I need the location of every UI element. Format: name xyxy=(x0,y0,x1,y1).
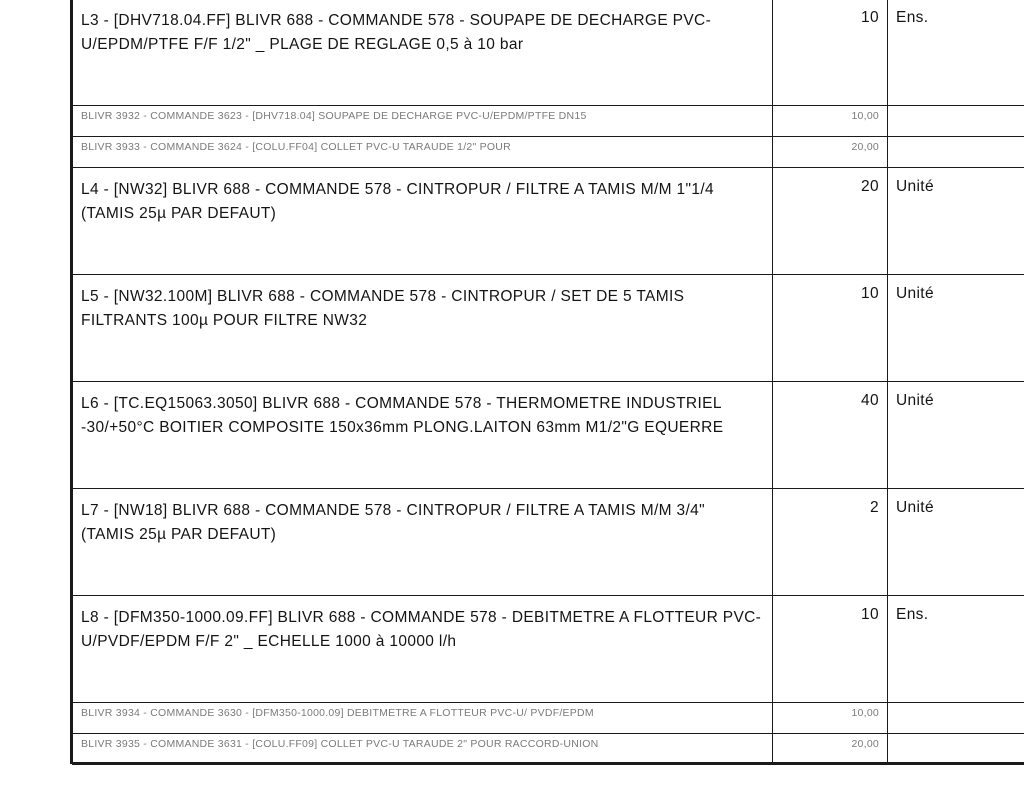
cell-description: L8 - [DFM350-1000.09.FF] BLIVR 688 - COMMANDE 578 - DEBITMETRE A FLOTTEUR PVC-U/PVDF/EPDM F/F 2" _ ECHELLE 1000 à 10000 l/h xyxy=(73,596,773,703)
page-frame-bottom-border xyxy=(72,762,1024,764)
cell-unit xyxy=(888,734,1024,765)
cell-unit xyxy=(888,703,1024,734)
page-left-margin xyxy=(0,0,70,798)
cell-quantity: 10,00 xyxy=(773,106,888,137)
table-row xyxy=(73,734,1024,765)
cell-description: BLIVR 3932 - COMMANDE 3623 - [DHV718.04] SOUPAPE DE DECHARGE PVC-U/EPDM/PTFE DN15 xyxy=(73,106,773,137)
table-row xyxy=(73,137,1024,168)
cell-unit xyxy=(888,106,1024,137)
cell-quantity: 10,00 xyxy=(773,703,888,734)
cell-quantity: 10 xyxy=(773,0,888,106)
cell-description: BLIVR 3935 - COMMANDE 3631 - [COLU.FF09] COLLET PVC-U TARAUDE 2" POUR RACCORD-UNION xyxy=(73,734,773,765)
cell-description: L5 - [NW32.100M] BLIVR 688 - COMMANDE 578 - CINTROPUR / SET DE 5 TAMIS FILTRANTS 100µ POUR FILTRE NW32 xyxy=(73,275,773,382)
table-row xyxy=(73,489,1024,596)
cell-description: L6 - [TC.EQ15063.3050] BLIVR 688 - COMMANDE 578 - THERMOMETRE INDUSTRIEL -30/+50°C BOITIER COMPOSITE 150x36mm PLONG.LAITON 63mm M1/2"G EQUERRE xyxy=(73,382,773,489)
table-row xyxy=(73,703,1024,734)
cell-unit: Unité xyxy=(888,168,1024,275)
table-row xyxy=(73,106,1024,137)
cell-quantity: 10 xyxy=(773,275,888,382)
cell-description: L4 - [NW32] BLIVR 688 - COMMANDE 578 - CINTROPUR / FILTRE A TAMIS M/M 1"1/4 (TAMIS 25µ PAR DEFAUT) xyxy=(73,168,773,275)
table-body xyxy=(73,0,1024,765)
table-row xyxy=(73,275,1024,382)
cell-description: BLIVR 3934 - COMMANDE 3630 - [DFM350-1000.09] DEBITMETRE A FLOTTEUR PVC-U/ PVDF/EPDM xyxy=(73,703,773,734)
page-bottom-margin xyxy=(0,766,1024,798)
cell-description: L7 - [NW18] BLIVR 688 - COMMANDE 578 - CINTROPUR / FILTRE A TAMIS M/M 3/4" (TAMIS 25µ PAR DEFAUT) xyxy=(73,489,773,596)
cell-quantity: 20 xyxy=(773,168,888,275)
cell-unit: Unité xyxy=(888,489,1024,596)
cell-unit: Unité xyxy=(888,275,1024,382)
cell-unit xyxy=(888,137,1024,168)
cell-quantity: 20,00 xyxy=(773,734,888,765)
table-row xyxy=(73,0,1024,106)
order-lines-table xyxy=(72,0,1024,765)
cell-description: L3 - [DHV718.04.FF] BLIVR 688 - COMMANDE 578 - SOUPAPE DE DECHARGE PVC-U/EPDM/PTFE F/F 1/2" _ PLAGE DE REGLAGE 0,5 à 10 bar xyxy=(73,0,773,106)
cell-quantity: 2 xyxy=(773,489,888,596)
cell-quantity: 10 xyxy=(773,596,888,703)
cell-description: BLIVR 3933 - COMMANDE 3624 - [COLU.FF04] COLLET PVC-U TARAUDE 1/2" POUR xyxy=(73,137,773,168)
page-frame-left-border xyxy=(70,0,72,764)
table-row xyxy=(73,596,1024,703)
cell-unit: Ens. xyxy=(888,596,1024,703)
cell-unit: Unité xyxy=(888,382,1024,489)
table-row xyxy=(73,382,1024,489)
cell-quantity: 20,00 xyxy=(773,137,888,168)
cell-unit: Ens. xyxy=(888,0,1024,106)
table-row xyxy=(73,168,1024,275)
cell-quantity: 40 xyxy=(773,382,888,489)
